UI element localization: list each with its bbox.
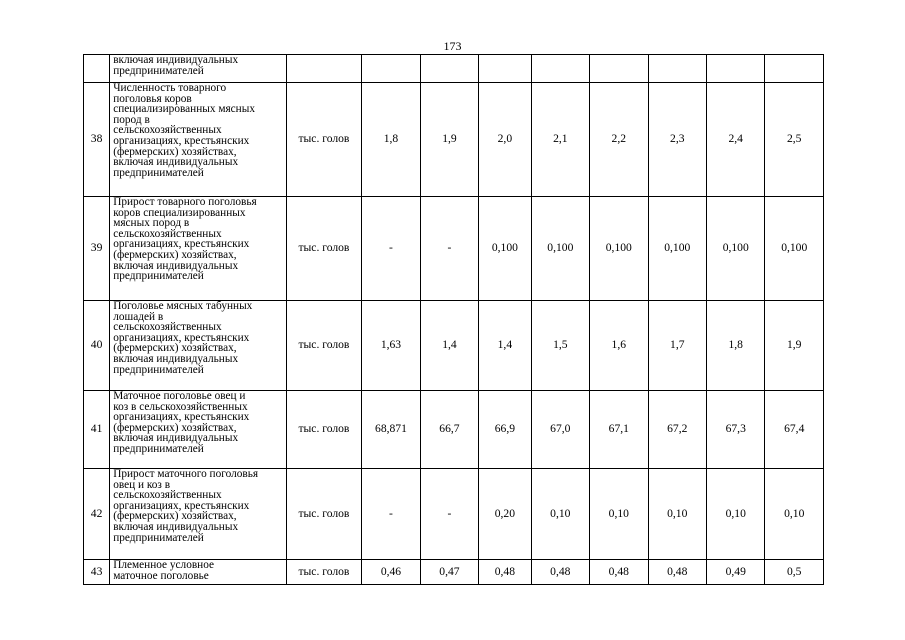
- value-cell: 1,63: [362, 301, 420, 391]
- value-cell: 0,47: [420, 560, 478, 585]
- value-cell: 0,100: [479, 197, 531, 301]
- value-cell: 68,871: [362, 391, 420, 469]
- value-cell: 0,10: [765, 469, 824, 560]
- value-cell: 67,0: [531, 391, 589, 469]
- value-cell: 0,100: [707, 197, 765, 301]
- value-cell: [362, 55, 420, 83]
- value-cell: 67,4: [765, 391, 824, 469]
- indicator-description-cell: включая индивидуальных предпринимателей: [110, 55, 286, 83]
- indicator-description-cell: Маточное поголовье овец и коз в сельскохозяйственных организациях, крестьянских (фермерских) хозяйствах, включая индивидуальных предпринимателей: [110, 391, 286, 469]
- unit-cell: тыс. голов: [286, 83, 362, 197]
- value-cell: -: [420, 197, 478, 301]
- row-number-cell: [84, 55, 110, 83]
- row-number-cell: 42: [84, 469, 110, 560]
- value-cell: 66,9: [479, 391, 531, 469]
- indicator-description-cell: Племенное условное маточное поголовье: [110, 560, 286, 585]
- value-cell: -: [420, 469, 478, 560]
- value-cell: 0,48: [531, 560, 589, 585]
- value-cell: [420, 55, 478, 83]
- value-cell: 66,7: [420, 391, 478, 469]
- indicators-table: [83, 54, 824, 585]
- value-cell: 2,4: [707, 83, 765, 197]
- unit-cell: тыс. голов: [286, 560, 362, 585]
- table-row: [84, 560, 824, 585]
- value-cell: [479, 55, 531, 83]
- value-cell: 0,10: [531, 469, 589, 560]
- table-row: [84, 301, 824, 391]
- value-cell: -: [362, 197, 420, 301]
- value-cell: [531, 55, 589, 83]
- unit-cell: тыс. голов: [286, 391, 362, 469]
- value-cell: 0,100: [590, 197, 648, 301]
- value-cell: 0,100: [648, 197, 706, 301]
- value-cell: 0,48: [479, 560, 531, 585]
- value-cell: 1,9: [765, 301, 824, 391]
- value-cell: -: [362, 469, 420, 560]
- indicator-description-cell: Численность товарного поголовья коров специализированных мясных пород в сельскохозяйственных организациях, крестьянских (фермерских) хозяйствах, включая индивидуальных предпринимателей: [110, 83, 286, 197]
- row-number-cell: 39: [84, 197, 110, 301]
- value-cell: 0,100: [765, 197, 824, 301]
- row-number-cell: 41: [84, 391, 110, 469]
- value-cell: 2,0: [479, 83, 531, 197]
- value-cell: 67,3: [707, 391, 765, 469]
- value-cell: 0,5: [765, 560, 824, 585]
- value-cell: [590, 55, 648, 83]
- table-row: [84, 469, 824, 560]
- value-cell: [648, 55, 706, 83]
- unit-cell: тыс. голов: [286, 469, 362, 560]
- value-cell: 67,1: [590, 391, 648, 469]
- table-row: [84, 83, 824, 197]
- table-row: [84, 197, 824, 301]
- row-number-cell: 43: [84, 560, 110, 585]
- unit-cell: [286, 55, 362, 83]
- unit-cell: тыс. голов: [286, 197, 362, 301]
- row-number-cell: 40: [84, 301, 110, 391]
- row-number-cell: 38: [84, 83, 110, 197]
- value-cell: 1,6: [590, 301, 648, 391]
- value-cell: 2,5: [765, 83, 824, 197]
- table-row: [84, 55, 824, 83]
- value-cell: 0,10: [590, 469, 648, 560]
- value-cell: 1,7: [648, 301, 706, 391]
- indicator-description-cell: Поголовье мясных табунных лошадей в сельскохозяйственных организациях, крестьянских (фермерских) хозяйствах, включая индивидуальных предпринимателей: [110, 301, 286, 391]
- value-cell: 1,5: [531, 301, 589, 391]
- value-cell: 2,2: [590, 83, 648, 197]
- value-cell: 0,48: [590, 560, 648, 585]
- value-cell: 1,4: [420, 301, 478, 391]
- value-cell: 1,8: [362, 83, 420, 197]
- value-cell: 0,48: [648, 560, 706, 585]
- value-cell: 2,1: [531, 83, 589, 197]
- table-row: [84, 391, 824, 469]
- indicator-description-cell: Прирост товарного поголовья коров специализированных мясных пород в сельскохозяйственных организациях, крестьянских (фермерских) хозяйствах, включая индивидуальных предпринимателей: [110, 197, 286, 301]
- value-cell: 0,10: [648, 469, 706, 560]
- value-cell: 1,8: [707, 301, 765, 391]
- value-cell: 0,49: [707, 560, 765, 585]
- unit-cell: тыс. голов: [286, 301, 362, 391]
- value-cell: 0,20: [479, 469, 531, 560]
- value-cell: 67,2: [648, 391, 706, 469]
- value-cell: [765, 55, 824, 83]
- value-cell: 1,9: [420, 83, 478, 197]
- value-cell: 0,100: [531, 197, 589, 301]
- indicator-description-cell: Прирост маточного поголовья овец и коз в сельскохозяйственных организациях, крестьянских (фермерских) хозяйствах, включая индивидуальных предпринимателей: [110, 469, 286, 560]
- value-cell: 2,3: [648, 83, 706, 197]
- page-number: 173: [443, 39, 462, 53]
- value-cell: 0,10: [707, 469, 765, 560]
- value-cell: 1,4: [479, 301, 531, 391]
- value-cell: [707, 55, 765, 83]
- value-cell: 0,46: [362, 560, 420, 585]
